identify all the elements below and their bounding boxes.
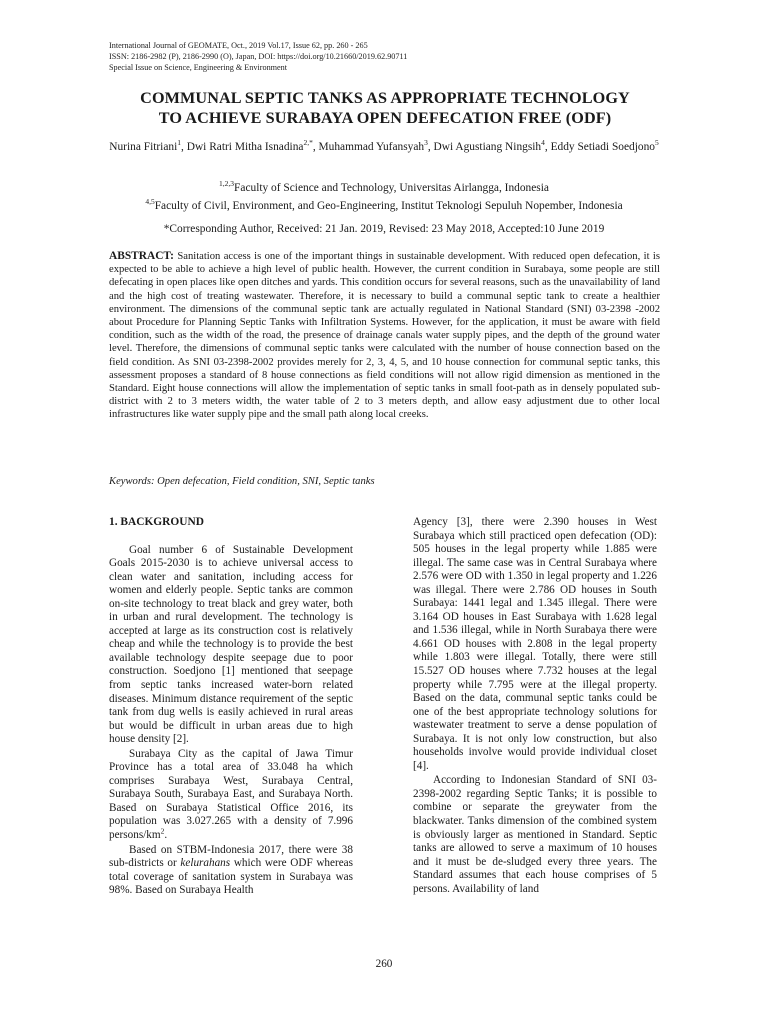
title-line-1: COMMUNAL SEPTIC TANKS AS APPROPRIATE TECHNOLOGY bbox=[140, 89, 630, 107]
background-paragraph-3-b: which were ODF whereas total coverage of sanitation system in Surabaya was 98%. Based on Surabaya Health bbox=[109, 857, 354, 897]
background-paragraph-3-a: Based on STBM-Indonesia 2017, there were 38 sub-districts or bbox=[109, 843, 353, 870]
background-paragraph-3-italic: kelurahans bbox=[180, 857, 231, 870]
keywords: Keywords: Open defecation, Field condition, SNI, Septic tanks bbox=[109, 476, 375, 487]
abstract-text: Sanitation access is one of the important things in sustainable development. With reduced open defecation, it is expected to be able to achieve a high level of public health. However, the current condition in Surabaya, some people are still defecating in open places like open ditches and yards. This condition occurs for several reasons, such as the unavailability of land and the high cost of treating wastewater. Therefore, it is necessary to build a communal septic tank to create a healthier environment. The dimensions of the communal septic tank are actually regulated in National Standard (SNI) 03-2398 -2002 about Procedure for Planning Septic Tanks with Infiltration Systems. However, for the application, it must be aware with field condition, such as the width of the road, the presence of drainage canals water supply pipes, and the depth of the ground water level. Therefore, the dimensions of communal septic tanks were calculated with the number of house connection based on the field condition. As SNI 03-2398-2002 provides merely for 2, 3, 4, 5, and 10 house connection for communal septic tanks, this assessment proposes a standard of 8 house connections as field conditions will not allow rigid dimension as mentioned in the Standard. Eight house connections will allow the implementation of septic tanks in small foot-path as in densely populated sub-district with 2 to 3 meters width, the water table of 2 to 3 meters depth, and allow easy adjustment due to other local infrastructures like water supply pipe and the small path along local creeks. bbox=[109, 251, 660, 421]
left-column bbox=[109, 516, 353, 898]
paper-title bbox=[100, 88, 670, 128]
author-5: , Eddy Setiadi Soedjono bbox=[544, 140, 655, 153]
author-4: , Dwi Agustiang Ningsih bbox=[427, 140, 542, 153]
affiliations bbox=[108, 177, 660, 213]
right-column bbox=[413, 516, 657, 896]
abstract bbox=[109, 250, 660, 422]
author-2: , Dwi Ratri Mitha Isnadina bbox=[181, 140, 304, 153]
affiliation-1 bbox=[108, 177, 660, 195]
section-heading-background: 1. BACKGROUND bbox=[109, 516, 204, 528]
background-paragraph-2-text: Surabaya City as the capital of Jawa Timur Province has a total area of 33.048 ha which comprises Surabaya West, Surabaya Central, Surabaya South, Surabaya East, and Surabaya North. Based on Surabaya Statistical Office 2016, its population was 3.027.265 with a density of 7.996 persons/km bbox=[109, 747, 353, 842]
page-number: 260 bbox=[375, 958, 393, 970]
author-list bbox=[108, 136, 660, 154]
author-4-affil: 4 bbox=[541, 138, 545, 147]
title-line-2: TO ACHIEVE SURABAYA OPEN DEFECATION FREE (ODF) bbox=[158, 109, 612, 127]
author-5-affil: 5 bbox=[654, 138, 659, 147]
author-3: , Muhammad Yufansyah bbox=[312, 140, 425, 153]
background-paragraph-2-end: . bbox=[164, 829, 168, 842]
journal-issn-doi: ISSN: 2186-2982 (P), 2186-2990 (O), Japan, DOI: https://doi.org/10.21660/2019.62.90711 bbox=[109, 52, 408, 61]
background-paragraph-1: Goal number 6 of Sustainable Development Goals 2015-2030 is to achieve universal access to clean water and sanitation, including access for women and elderly people. Septic tanks are common on-site technology to treat black and grey water, both in urban and rural development. The technology is accepted at large as its construction cost is relatively cheap and while the technology is to provide the best available technology despite seepage due to poor construction. Soedjono [1] mentioned that seepage from septic tanks increased water-born related diseases. Minimum distance requirement of the septic tank from dug wells is easily achieved in rural areas but would be difficult in urban areas due to high house density [2]. bbox=[109, 543, 353, 746]
affiliation-1-text: Faculty of Science and Technology, Universitas Airlangga, Indonesia bbox=[234, 181, 549, 194]
affiliation-2-text: Faculty of Civil, Environment, and Geo-Engineering, Institut Teknologi Sepuluh Nopember, Indonesia bbox=[154, 199, 623, 212]
author-2-affil: 2,* bbox=[303, 138, 313, 147]
journal-special-issue: Special Issue on Science, Engineering & Environment bbox=[109, 63, 288, 72]
background-paragraph-2-sup: 2 bbox=[160, 826, 165, 836]
journal-citation: International Journal of GEOMATE, Oct., 2019 Vol.17, Issue 62, pp. 260 - 265 bbox=[109, 41, 368, 50]
author-1-affil: 1 bbox=[177, 138, 182, 147]
right-paragraph-2: According to Indonesian Standard of SNI 03-2398-2002 regarding Septic Tanks; it is possible to combine or separate the greywater from the blackwater. Tanks dimension of the combined system is obviously larger as mentioned in Standard. Septic tanks are allowed to serve a maximum of 10 houses and it must be de-sludged every three years. The Standard assumes that each house comprises of 5 persons. Availability of land bbox=[413, 774, 657, 895]
affiliation-1-marker: 1,2,3 bbox=[219, 179, 235, 188]
background-paragraph-2 bbox=[109, 748, 353, 843]
author-3-affil: 3 bbox=[424, 138, 428, 147]
abstract-label: ABSTRACT: bbox=[109, 250, 174, 262]
journal-header bbox=[109, 40, 407, 73]
background-paragraph-3 bbox=[109, 844, 353, 898]
affiliation-2-marker: 4,5 bbox=[145, 196, 155, 206]
corresponding-author-dates: *Corresponding Author, Received: 21 Jan. 2019, Revised: 23 May 2018, Accepted:10 June 2019 bbox=[163, 223, 605, 235]
author-1: Nurina Fitriani bbox=[109, 140, 178, 153]
affiliation-2 bbox=[108, 195, 660, 213]
right-paragraph-1: Agency [3], there were 2.390 houses in West Surabaya which still practiced open defecation (OD): 505 houses in the legal property while 1.885 were illegal. The same case was in Central Surabaya where 2.576 were OD with 1.350 in legal property and 1.226 was illegal. There were 2.786 OD houses in South Surabaya: 1441 legal and 1.345 illegal. There were 3.164 OD houses in East Surabaya with 1.628 legal and 1.536 illegal, while in North Surabaya there were 4.661 OD houses with 2.808 in the legal property while 1.803 were illegal. Totally, there were still 15.527 OD houses where 7.732 houses at the legal property while 7.795 were at the illegal property. Based on the data, communal septic tanks could be one of the best appropriate technology solutions for wastewater treatment to serve a dense population of Surabaya. It is not only low construction, but also households involve would provide individual closet [4]. bbox=[413, 516, 657, 772]
